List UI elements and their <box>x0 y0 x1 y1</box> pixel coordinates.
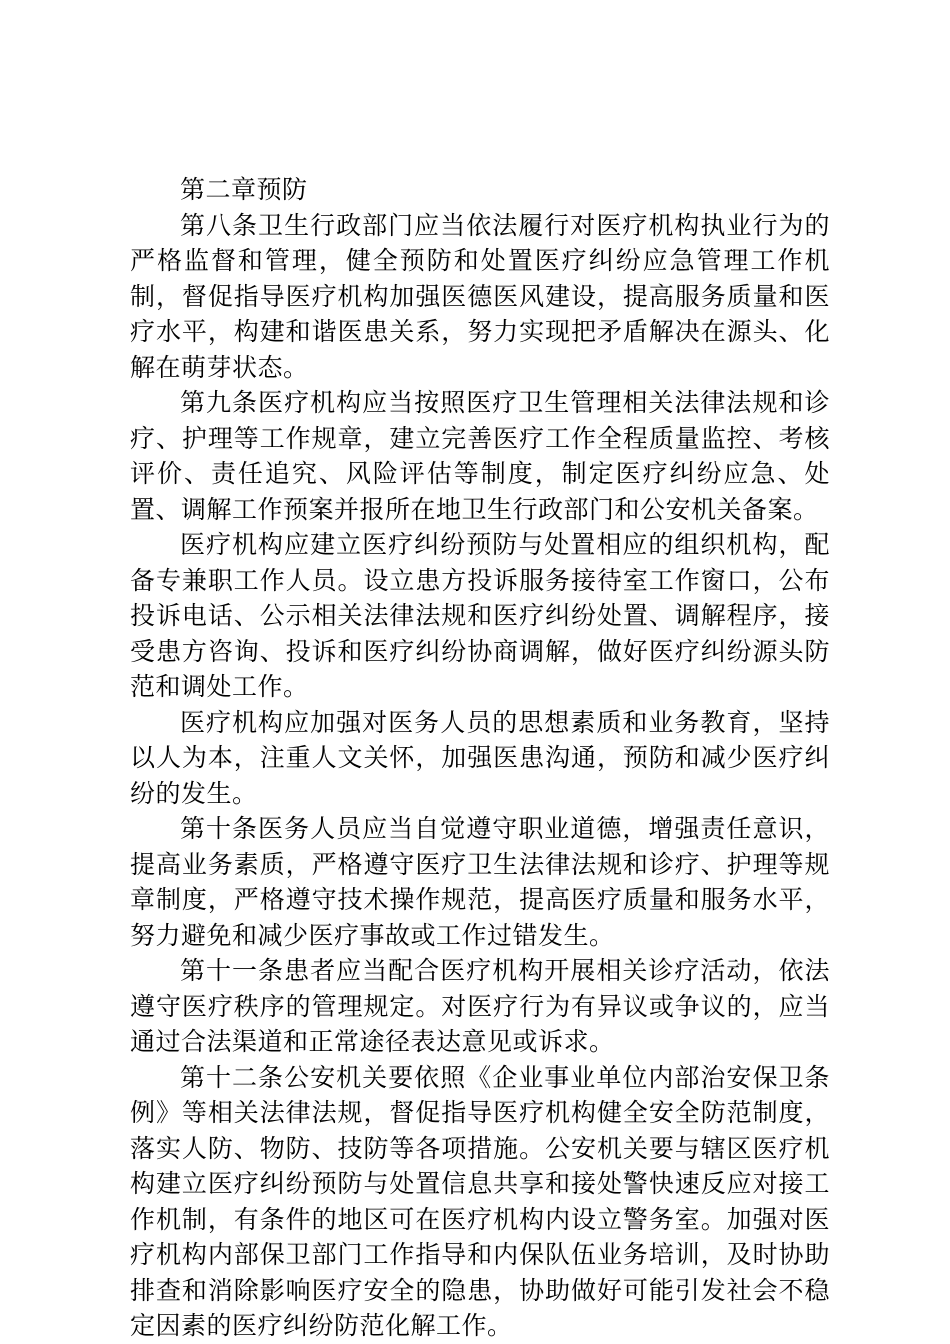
chapter-heading: 第二章预防 <box>180 175 308 204</box>
article-11-paragraph: 第十一条患者应当配合医疗机构开展相关诊疗活动，依法遵守医疗秩序的管理规定。对医疗行为有异议或争议的，应当通过合法渠道和正常途径表达意见或诉求。 <box>130 956 830 1056</box>
article-12-paragraph: 第十二条公安机关要依照《企业事业单位内部治安保卫条例》等相关法律法规，督促指导医疗机构健全安全防范制度，落实人防、物防、技防等各项措施。公安机关要与辖区医疗机构建立医疗纠纷预防与处置信息共享和接处警快速反应对接工作机制，有条件的地区可在医疗机构内设立警务室。加强对医疗机构内部保卫部门工作指导和内保队伍业务培训，及时协助排查和消除影响医疗安全的隐患，协助做好可能引发社会不稳定因素的医疗纠纷防范化解工作。 <box>130 1062 830 1340</box>
article-9-education-paragraph: 医疗机构应加强对医务人员的思想素质和业务教育，坚持以人为本，注重人文关怀，加强医患沟通，预防和减少医疗纠纷的发生。 <box>130 707 830 808</box>
document-page <box>130 172 830 1344</box>
article-9-paragraph: 第九条医疗机构应当按照医疗卫生管理相关法律法规和诊疗、护理等工作规章，建立完善医疗工作全程质量监控、考核评价、责任追究、风险评估等制度，制定医疗纠纷应急、处置、调解工作预案并报所在地卫生行政部门和公安机关备案。 <box>130 388 830 524</box>
article-8-paragraph: 第八条卫生行政部门应当依法履行对医疗机构执业行为的严格监督和管理，健全预防和处置医疗纠纷应急管理工作机制，督促指导医疗机构加强医德医风建设，提高服务质量和医疗水平，构建和谐医患关系，努力实现把矛盾解决在源头、化解在萌芽状态。 <box>130 210 830 382</box>
article-10-paragraph: 第十条医务人员应当自觉遵守职业道德，增强责任意识，提高业务素质，严格遵守医疗卫生法律法规和诊疗、护理等规章制度，严格遵守技术操作规范，提高医疗质量和服务水平，努力避免和减少医疗事故或工作过错发生。 <box>130 814 830 950</box>
article-9-organization-paragraph: 医疗机构应建立医疗纠纷预防与处置相应的组织机构，配备专兼职工作人员。设立患方投诉服务接待室工作窗口，公布投诉电话、公示相关法律法规和医疗纠纷处置、调解程序，接受患方咨询、投诉和医疗纠纷协商调解，做好医疗纠纷源头防范和调处工作。 <box>130 530 830 701</box>
